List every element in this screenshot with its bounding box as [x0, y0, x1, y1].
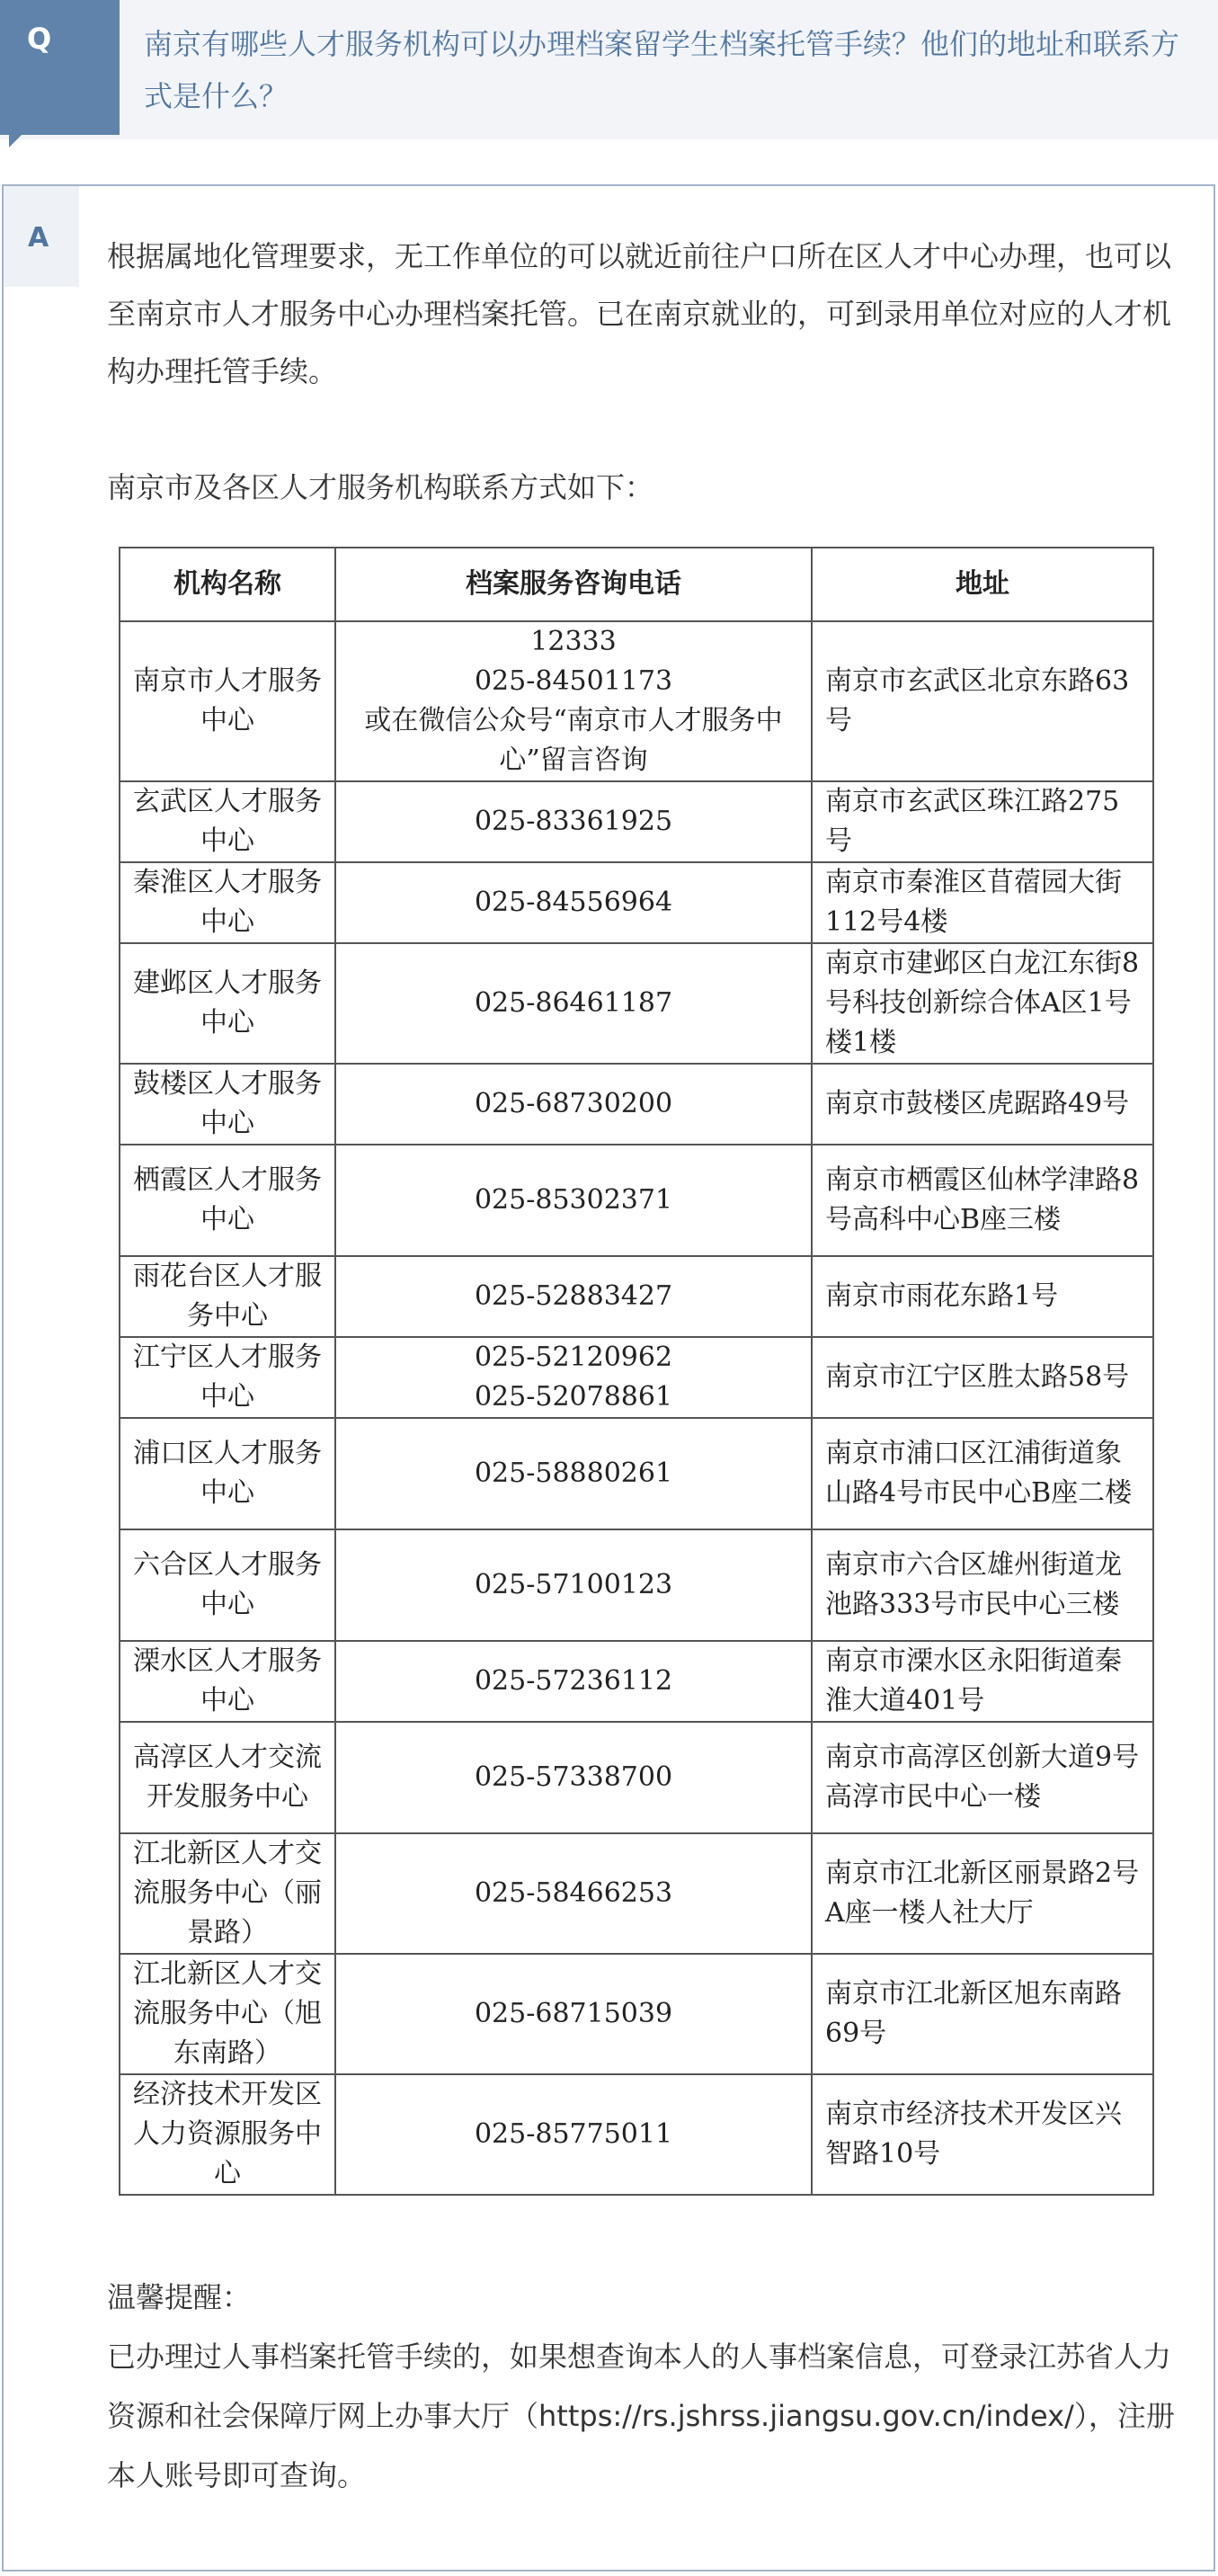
phone-cell	[335, 1722, 812, 1833]
contact-heading: 南京市及各区人才服务机构联系方式如下：	[107, 470, 654, 504]
address-cell: 南京市高淳区创新大道9号高淳市民中心一楼	[812, 1722, 1153, 1833]
phone-cell	[335, 2074, 812, 2195]
address-cell: 南京市溧水区永阳街道秦淮大道401号	[812, 1641, 1153, 1722]
org-name-cell: 江北新区人才交流服务中心（旭东南路）	[120, 1954, 335, 2074]
table-header-row	[120, 548, 1153, 621]
question-badge	[0, 0, 120, 135]
phone-line: 025-57100123	[474, 1569, 673, 1600]
header-address: 地址	[812, 548, 1153, 621]
phone-cell	[335, 621, 812, 781]
org-name-cell: 江北新区人才交流服务中心（丽景路）	[120, 1833, 335, 1954]
phone-cell	[335, 781, 812, 862]
address-cell: 南京市玄武区北京东路63号	[812, 621, 1153, 781]
header-org-name: 机构名称	[120, 548, 335, 621]
phone-cell	[335, 1337, 812, 1418]
table-row	[120, 943, 1153, 1064]
address-cell: 南京市六合区雄州街道龙池路333号市民中心三楼	[812, 1529, 1153, 1641]
table-row	[120, 1337, 1153, 1418]
question-text: 南京有哪些人才服务机构可以办理档案留学生档案托管手续？他们的地址和联系方式是什么？	[144, 27, 1180, 113]
answer-block	[2, 184, 1215, 2572]
question-badge-tail	[9, 135, 22, 147]
phone-cell	[335, 943, 812, 1064]
phone-line: 025-85775011	[474, 2118, 673, 2150]
address-cell: 南京市江北新区旭东南路69号	[812, 1954, 1153, 2074]
org-name-cell: 南京市人才服务中心	[120, 621, 335, 781]
answer-badge-label: A	[28, 222, 49, 254]
phone-line: 025-84501173	[474, 665, 673, 697]
reminder-title: 温馨提醒：	[107, 2280, 252, 2314]
phone-cell	[335, 1256, 812, 1337]
address-cell: 南京市建邺区白龙江东街8号科技创新综合体A区1号楼1楼	[812, 943, 1153, 1064]
phone-line: 或在微信公众号“南京市人才服务中心”留言咨询	[364, 705, 783, 776]
phone-line: 025-58880261	[474, 1457, 673, 1489]
org-name-cell: 溧水区人才服务中心	[120, 1641, 335, 1722]
phone-line: 025-86461187	[474, 987, 673, 1019]
phone-line: 025-84556964	[474, 887, 673, 918]
reminder-section	[107, 2268, 1186, 2505]
phone-cell	[335, 1529, 812, 1641]
table-row	[120, 862, 1153, 943]
phone-line: 025-52078861	[474, 1381, 673, 1413]
address-cell: 南京市栖霞区仙林学津路8号高科中心B座三楼	[812, 1145, 1153, 1256]
address-cell: 南京市江宁区胜太路58号	[812, 1337, 1153, 1418]
table-row	[120, 1256, 1153, 1337]
answer-intro-text: 根据属地化管理要求，无工作单位的可以就近前往户口所在区人才中心办理，也可以至南京市人才服务中心办理档案托管。已在南京就业的，可到录用单位对应的人才机构办理托管手续。	[107, 239, 1172, 388]
org-name-cell: 鼓楼区人才服务中心	[120, 1064, 335, 1145]
table-row	[120, 1954, 1153, 2074]
phone-cell	[335, 1833, 812, 1954]
question-badge-label: Q	[27, 22, 52, 56]
address-cell: 南京市江北新区丽景路2号A座一楼人社大厅	[812, 1833, 1153, 1954]
phone-cell	[335, 862, 812, 943]
table-row	[120, 1064, 1153, 1145]
org-name-cell: 六合区人才服务中心	[120, 1529, 335, 1641]
org-name-cell: 经济技术开发区人力资源服务中心	[120, 2074, 335, 2195]
org-name-cell: 栖霞区人才服务中心	[120, 1145, 335, 1256]
table-row	[120, 621, 1153, 781]
org-name-cell: 建邺区人才服务中心	[120, 943, 335, 1064]
question-block	[0, 0, 1218, 139]
table-row	[120, 1641, 1153, 1722]
address-cell: 南京市玄武区珠江路275号	[812, 781, 1153, 862]
phone-line: 025-83361925	[474, 806, 673, 837]
phone-line: 12333	[530, 626, 617, 657]
table-body	[120, 621, 1153, 2195]
org-name-cell: 高淳区人才交流开发服务中心	[120, 1722, 335, 1833]
table-row	[120, 2074, 1153, 2195]
address-cell: 南京市经济技术开发区兴智路10号	[812, 2074, 1153, 2195]
phone-line: 025-68730200	[474, 1088, 673, 1119]
org-name-cell: 浦口区人才服务中心	[120, 1418, 335, 1529]
table-row	[120, 1833, 1153, 1954]
phone-line: 025-52120962	[474, 1341, 673, 1373]
table-row	[120, 1145, 1153, 1256]
phone-line: 025-58466253	[474, 1877, 673, 1909]
table-row	[120, 781, 1153, 862]
answer-badge	[4, 186, 79, 287]
table-row	[120, 1722, 1153, 1833]
reminder-text: 已办理过人事档案托管手续的，如果想查询本人的人事档案信息，可登录江苏省人力资源和社会保障厅网上办事大厅（https://rs.jshrss.jiangsu.gov.cn/index/），注册本人账号即可查询。	[107, 2340, 1175, 2492]
phone-line: 025-57338700	[474, 1761, 673, 1793]
address-cell: 南京市雨花东路1号	[812, 1256, 1153, 1337]
phone-cell	[335, 1954, 812, 2074]
org-name-cell: 雨花台区人才服务中心	[120, 1256, 335, 1337]
phone-cell	[335, 1064, 812, 1145]
phone-cell	[335, 1641, 812, 1722]
org-name-cell: 玄武区人才服务中心	[120, 781, 335, 862]
phone-cell	[335, 1418, 812, 1529]
header-phone: 档案服务咨询电话	[335, 548, 812, 621]
org-name-cell: 江宁区人才服务中心	[120, 1337, 335, 1418]
phone-line: 025-57236112	[474, 1665, 673, 1697]
table-row	[120, 1418, 1153, 1529]
org-contact-table	[119, 547, 1154, 2196]
table-row	[120, 1529, 1153, 1641]
address-cell: 南京市浦口区江浦街道象山路4号市民中心B座二楼	[812, 1418, 1153, 1529]
address-cell: 南京市秦淮区苜蓿园大街112号4楼	[812, 862, 1153, 943]
phone-line: 025-52883427	[474, 1280, 673, 1312]
phone-line: 025-68715039	[474, 1998, 673, 2029]
answer-intro	[107, 227, 1186, 400]
address-cell: 南京市鼓楼区虎踞路49号	[812, 1064, 1153, 1145]
phone-cell	[335, 1145, 812, 1256]
org-name-cell: 秦淮区人才服务中心	[120, 862, 335, 943]
phone-line: 025-85302371	[474, 1184, 673, 1216]
